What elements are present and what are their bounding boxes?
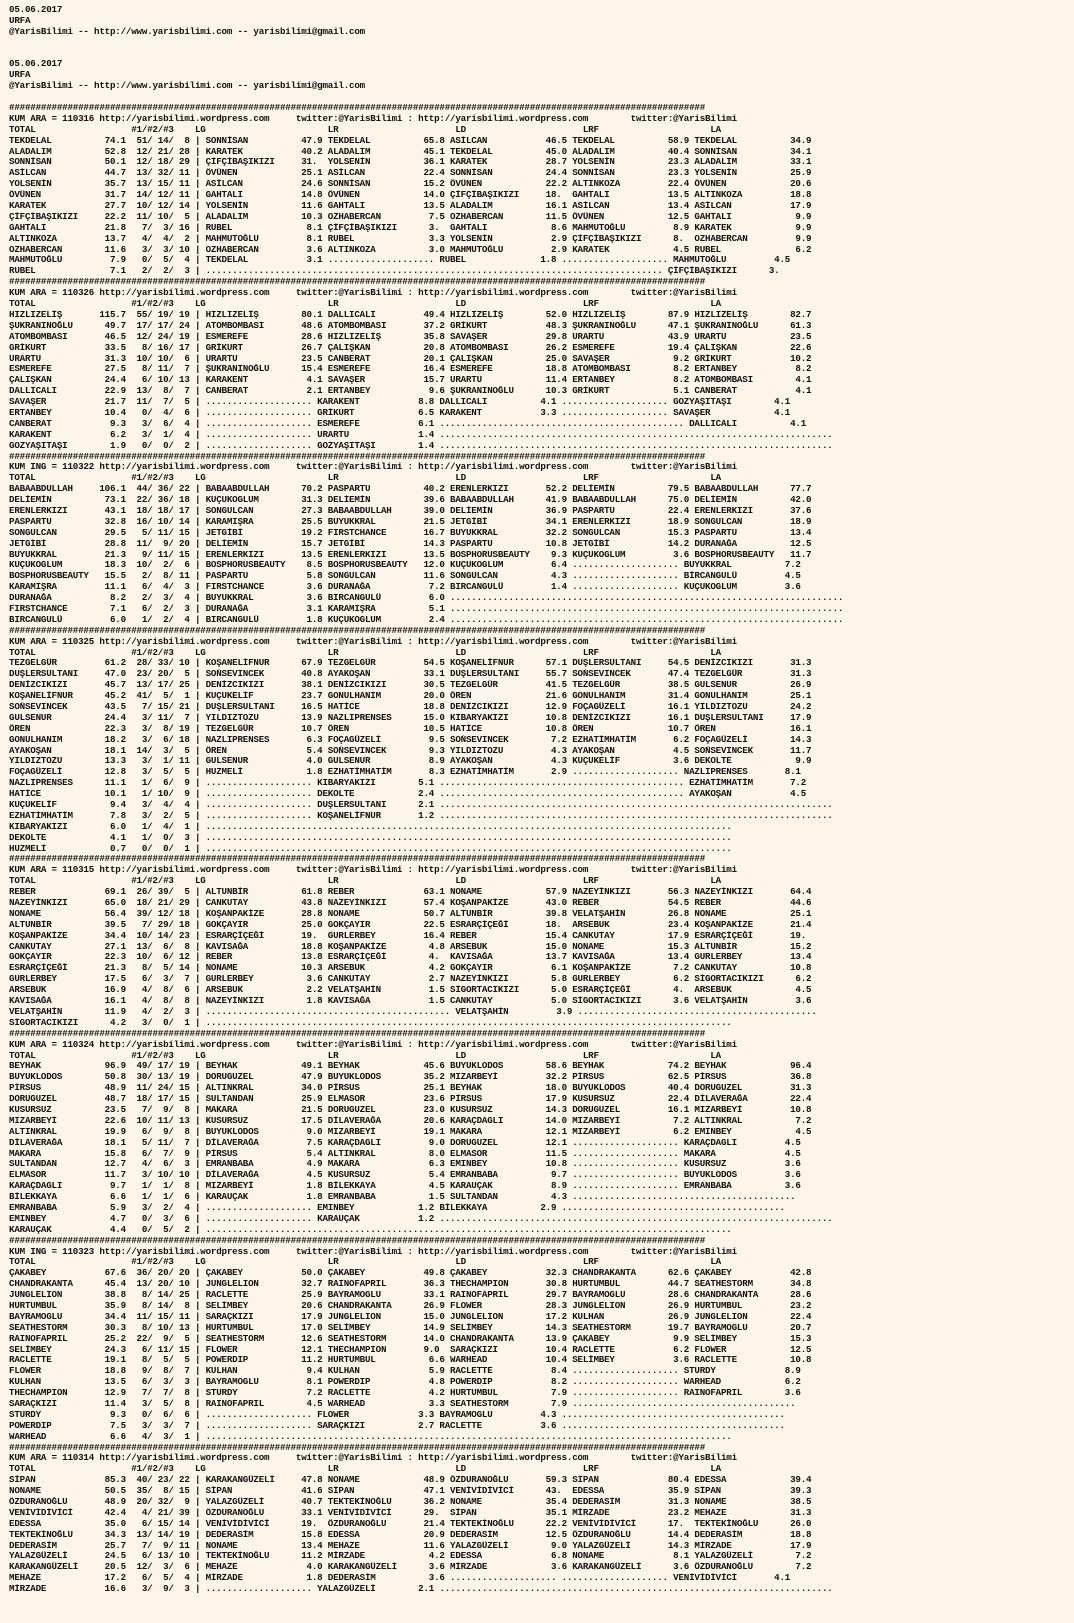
report-line: ÖREN 22.3 3/ 8/ 19 | TEZGELGÜR 10.7 ÖREN 10.5 HATİCE 10.8 ÖREN 10.7 ÖREN 16.1	[9, 723, 812, 734]
report-line: REBER 69.1 26/ 39/ 5 | ALTUNBİR 61.8 REBER 63.1 NONAME 57.9 NAZEYİNKIZI 56.3 NAZEYİNKIZI 64.4	[9, 887, 812, 898]
report-line: CHANDRAKANTA 45.4 13/ 20/ 10 | JUNGLELION 32.7 RAINOFAPRIL 36.3 THECHAMPION 30.8 HURTUMBUL 44.7 SEATHESTORM 34.8	[9, 1279, 812, 1290]
report-line: EMINBEY 4.7 0/ 3/ 6 | .................... KARAUÇAK 1.2 ..........................................................................	[9, 1213, 833, 1224]
section-divider: ###################################################################################################################################	[9, 1028, 706, 1039]
report-line: TOTAL #1/#2/#3 LG LR LD LRF LA	[9, 1050, 721, 1061]
report-line: TOTAL #1/#2/#3 LG LR LD LRF LA	[9, 876, 721, 887]
report-line: SİGORTACIKIZI 4.2 3/ 0/ 1 | ...................................................................................................	[9, 1017, 732, 1028]
report-line: MİRZADE 16.6 3/ 9/ 3 | .................... YALAZGÜZELİ 2.1 ..........................................................................	[9, 1584, 833, 1595]
report-line: FLOWER 18.8 9/ 8/ 7 | KULHAN 9.4 KULHAN 5.9 RACLETTE 8.4 .................... STURDY 8.9	[9, 1366, 801, 1377]
race-header-line: KUM ARA = 110315 http://yarisbilimi.wordpress.com twitter:@YarisBilimi : http://yarisbilimi.wordpress.com twitter:@YarisBilimi	[9, 865, 737, 876]
report-line: BUYUKKRAL 21.3 9/ 11/ 15 | ERENLERKIZI 13.5 ERENLERKIZI 13.5 BOSPHORUSBEAUTY 9.3 KUÇUKOGLUM 3.6 BOSPHORUSBEAUTY 11.7	[9, 549, 812, 560]
report-line: TEKTEKİNOĞLU 34.3 13/ 14/ 19 | DEDERASİM 15.8 EDESSA 20.9 DEDERASİM 12.5 ÖZDURANOĞLU 14.4 DEDERASİM 18.8	[9, 1529, 812, 1540]
report-line: VENİVİDİVİCİ 42.4 4/ 21/ 39 | ÖZDURANOĞLU 33.1 VENİVİDİVİCİ 29. SİPAN 35.1 MİRZADE 23.2 MEHAZE 31.3	[9, 1507, 812, 1518]
report-line: KARATEK 27.7 10/ 12/ 14 | YOLSENİN 11.6 GAHTALI 13.5 ALADALIM 16.1 ASİLCAN 13.4 ASİLCAN 17.9	[9, 201, 812, 212]
report-line: ARSEBUK 16.9 4/ 8/ 6 | ARSEBUK 2.2 VELATŞAHİN 1.5 SİGORTACIKIZI 5.0 ESRARÇİÇEĞİ 4. ARSEBUK 4.5	[9, 985, 812, 996]
section-divider: ###################################################################################################################################	[9, 625, 706, 636]
report-line: MAKARA 15.8 6/ 7/ 9 | PİRSUS 5.4 ALTINKRAL 8.0 ELMASOR 11.5 .................... MAKARA 4.5	[9, 1148, 801, 1159]
report-line: ALTINKRAL 19.9 6/ 9/ 8 | BUYUKLODOS 9.0 MIZARBEYİ 19.1 MAKARA 12.1 MIZARBEYİ 6.2 EMINBEY 4.5	[9, 1126, 812, 1137]
report-line: CANKUTAY 27.1 13/ 6/ 8 | KAVISAĞA 18.8 KOŞANPAKİZE 4.8 ARSEBUK 15.0 NONAME 15.3 ALTUNBİR 15.2	[9, 941, 812, 952]
report-line: HIZLIZELİŞ 115.7 55/ 19/ 19 | HIZLIZELİŞ 80.1 DALLICALI 49.4 HIZLIZELİŞ 52.0 HIZLIZELİŞ 87.9 HIZLIZELİŞ 82.7	[9, 309, 812, 320]
report-line: KARAMIŞRA 11.1 6/ 4/ 3 | FIRSTCHANCE 3.6 DURANAĞA 7.2 BIRCANGULÜ 1.4 .................... KUÇUKOGLUM 3.6	[9, 582, 801, 593]
report-line: ÇALIŞKAN 24.4 6/ 10/ 13 | KARAKENT 4.1 SAVAŞER 15.7 URARTU 11.4 ERTANBEY 8.2 ATOMBOMBASI 4.1	[9, 375, 812, 386]
report-line: URARTU 31.3 10/ 10/ 6 | URARTU 23.5 CANBERAT 20.1 ÇALIŞKAN 25.0 SAVAŞER 9.2 GRİKURT 10.2	[9, 353, 812, 364]
report-line: CANBERAT 9.3 3/ 6/ 4 | .................... ESMEREFE 6.1 .............................................. DALLICALI 4.1	[9, 418, 807, 429]
report-line: DEKOLTE 4.1 1/ 0/ 3 | ...................................................................................................	[9, 832, 732, 843]
report-line: ŞUKRANINOĞLU 49.7 17/ 17/ 24 | ATOMBOMBASI 48.6 ATOMBOMBASI 37.2 GRİKURT 48.3 ŞUKRANINOĞLU 47.1 ŞUKRANINOĞLU 61.3	[9, 320, 812, 331]
report-line: NAZLIPRENSES 11.1 1/ 6/ 9 | .................... KIBARYAKIZI 5.1 .............................................. EZHATİMHATİM 7.2	[9, 778, 807, 789]
report-line: SULTANDAN 12.7 4/ 6/ 3 | EMRANBABA 4.9 MAKARA 6.3 EMINBEY 10.8 .................... KUSURSUZ 3.6	[9, 1159, 801, 1170]
report-line: SOŇSEVINCEK 43.5 7/ 15/ 21 | DUŞLERSULTANI 16.5 HATİCE 18.8 DENİZCIKIZI 12.9 FOÇAGÜZELİ 16.1 YILDIZTOZU 24.2	[9, 702, 812, 712]
report-line: OZHABERCAN 11.6 3/ 3/ 10 | OZHABERCAN 3.6 ALTINKOZA 3.0 MAHMUTOĞLU 2.9 KARATEK 4.5 RUBEL 6.2	[9, 244, 812, 255]
report-line: POWERDIP 7.5 3/ 3/ 7 | .................... SARAÇKIZI 2.7 RACLETTE 3.6 ..........................................	[9, 1420, 785, 1431]
report-line: DELİEMİN 73.1 22/ 36/ 18 | KUÇUKOGLUM 31.3 DELİEMİN 39.6 BABAABDULLAH 41.9 BABAABDULLAH 75.0 DELİEMİN 42.0	[9, 495, 812, 506]
section-divider: ###################################################################################################################################	[9, 103, 706, 114]
report-line: PASPARTU 32.8 16/ 10/ 14 | KARAMIŞRA 25.5 BUYUKKRAL 21.5 JETGİBİ 34.1 ERENLERKIZI 18.9 SONGULCAN 18.9	[9, 516, 812, 527]
report-line: KARAUÇAK 4.4 0/ 5/ 2 | ...................................................................................................	[9, 1224, 732, 1235]
report-line: ELMASOR 11.7 3/ 10/ 10 | DİLAVERAĞA 4.5 KUSURSUZ 5.4 EMRANBABA 9.7 .................... BUYUKLODOS 3.6	[9, 1170, 801, 1181]
report-line: ESMEREFE 27.5 8/ 11/ 7 | ŞUKRANINOĞLU 15.4 ESMEREFE 16.4 ESMEREFE 18.8 ATOMBOMBASI 8.2 ERTANBEY 8.2	[9, 364, 812, 375]
report-line: KUÇUKELİF 9.4 3/ 4/ 4 | .................... DUŞLERSULTANI 2.1 ..........................................................................	[9, 800, 833, 811]
report-line: TOTAL #1/#2/#3 LG LR LD LRF LA	[9, 1464, 721, 1475]
report-line: STURDY 9.3 0/ 6/ 6 | .................... FLOWER 3.3 BAYRAMOGLU 4.3 ..........................................	[9, 1409, 785, 1420]
report-line: BİLEKKAYA 6.6 1/ 1/ 6 | KARAUÇAK 1.8 EMRANBABA 1.5 SULTANDAN 4.3 ..........................................	[9, 1192, 796, 1203]
report-line: SAVAŞER 21.7 11/ 7/ 5 | .................... KARAKENT 8.8 DALLICALI 4.1 .................... GOZYAŞITAŞI 4.1	[9, 397, 791, 408]
report-line: BUYUKLODOS 50.8 30/ 13/ 19 | DORUGUZEL 47.9 BUYUKLODOS 35.2 MIZARBEYİ 32.2 PİRSUS 62.5 PİRSUS 36.8	[9, 1072, 812, 1083]
report-line: SİPAN 85.3 40/ 23/ 22 | KARAKANGÜZELİ 47.8 NONAME 48.9 ÖZDURANOĞLU 59.3 SİPAN 80.4 EDESSA 39.4	[9, 1475, 812, 1486]
report-line: EDESSA 35.0 6/ 15/ 14 | VENİVİDİVİCİ 19. ÖZDURANOĞLU 21.4 TEKTEKİNOĞLU 22.2 VENİVİDİVİCİ 17. TEKTEKİNOĞLU 26.0	[9, 1518, 812, 1529]
report-line: TEKDELAL 74.1 51/ 14/ 8 | SONNİSAN 47.9 TEKDELAL 65.8 ASİLCAN 46.5 TEKDELAL 58.9 TEKDELAL 34.9	[9, 135, 812, 146]
report-line	[9, 38, 1074, 49]
report-line: VELATŞAHİN 11.9 4/ 2/ 3 | .............................................. VELATŞAHİN 3.9 .............................................	[9, 1006, 817, 1017]
report-line: @YarisBilimi -- http://www.yarisbilimi.com -- yarisbilimi@gmail.com	[9, 26, 365, 37]
report-line: KULHAN 13.5 6/ 3/ 3 | BAYRAMOGLU 8.1 POWERDIP 4.8 POWERDIP 8.2 .................... WARHEAD 6.2	[9, 1377, 801, 1388]
report-line: KARAKENT 6.2 3/ 1/ 4 | .................... URARTU 1.4 ..........................................................................	[9, 429, 833, 440]
race-header-line: KUM ARA = 110326 http://yarisbilimi.wordpress.com twitter:@YarisBilimi : http://yarisbilimi.wordpress.com twitter:@YarisBilimi	[9, 288, 737, 299]
report-line: GONULHANIM 18.2 3/ 6/ 18 | NAZLIPRENSES 6.3 FOÇAGÜZELİ 9.5 SOŇSEVINCEK 7.2 EZHATİMHATİM 6.2 FOÇAGÜZELİ 14.3	[9, 734, 812, 745]
section-divider: ###################################################################################################################################	[9, 1235, 706, 1246]
report-line: GOKÇAYIR 22.3 10/ 6/ 12 | REBER 13.8 ESRARÇİÇEĞİ 4. KAVISAĞA 13.7 KAVISAĞA 13.4 GURLERBEY 13.4	[9, 952, 812, 963]
report-line: TOTAL #1/#2/#3 LG LR LD LRF LA	[9, 124, 721, 135]
report-line: AYAKOŞAN 18.1 14/ 3/ 5 | ÖREN 5.4 SOŇSEVINCEK 9.3 YILDIZTOZU 4.3 AYAKOŞAN 4.5 SOŇSEVINCEK 11.7	[9, 745, 812, 756]
report-line: GURLERBEY 17.5 6/ 3/ 7 | GURLERBEY 3.6 CANKUTAY 2.7 NAZEYİNKIZI 5.8 GURLERBEY 6.2 SİGORTACIKIZI 6.2	[9, 974, 812, 985]
report-line: SEATHESTORM 30.3 8/ 10/ 13 | HURTUMBUL 17.0 SELİMBEY 14.9 SELİMBEY 14.3 SEATHESTORM 19.7 BAYRAMOGLU 20.7	[9, 1322, 812, 1333]
report-line: MEHAZE 17.2 6/ 5/ 4 | MİRZADE 1.8 DEDERASİM 3.6 .................... .................... VENİVİDİVİCİ 4.1	[9, 1573, 791, 1584]
race-header-line: KUM ARA = 110314 http://yarisbilimi.wordpress.com twitter:@YarisBilimi : http://yarisbilimi.wordpress.com twitter:@YarisBilimi	[9, 1453, 737, 1464]
report-line: ESRARÇİÇEĞİ 21.3 8/ 5/ 14 | NONAME 10.3 ARSEBUK 4.2 GOKÇAYIR 6.1 KOŞANPAKİZE 7.2 CANKUTAY 10.8	[9, 963, 812, 974]
report-line: YALAZGÜZELİ 24.5 6/ 13/ 10 | TEKTEKİNOĞLU 11.2 MİRZADE 4.2 EDESSA 6.8 NONAME 8.1 YALAZGÜZELİ 7.2	[9, 1551, 812, 1562]
report-line: ATOMBOMBASI 46.5 12/ 24/ 19 | ESMEREFE 28.6 HIZLIZELİŞ 35.8 SAVAŞER 29.8 URARTU 43.9 URARTU 23.5	[9, 331, 812, 342]
report-line: PİRSUS 48.9 11/ 24/ 15 | ALTINKRAL 34.0 PİRSUS 25.1 BEYHAK 18.0 BUYUKLODOS 40.4 DORUGUZEL 31.3	[9, 1083, 812, 1094]
report-line: HUZMELİ 0.7 0/ 0/ 1 | ...................................................................................................	[9, 843, 732, 854]
report-line: DENİZCIKIZI 45.7 13/ 17/ 25 | DENİZCIKIZI 38.1 DENİZCIKIZI 30.5 TEZGELGÜR 41.5 TEZGELGÜR 38.5 GULSENUR 26.9	[9, 680, 812, 691]
report-line: GRİKURT 33.5 8/ 16/ 17 | GRİKURT 26.7 ÇALIŞKAN 20.8 ATOMBOMBASI 26.2 ESMEREFE 19.4 ÇALIŞKAN 22.6	[9, 342, 812, 353]
report-line: NONAME 56.4 39/ 12/ 18 | KOŞANPAKİZE 28.8 NONAME 50.7 ALTUNBİR 39.8 VELATŞAHİN 26.8 NONAME 25.1	[9, 908, 812, 919]
report-line: DUŞLERSULTANI 47.0 23/ 20/ 5 | SOŇSEVINCEK 40.8 AYAKOŞAN 33.1 DUŞLERSULTANI 55.7 SOŇSEVINCEK 47.4 TEZGELGÜR 31.3	[9, 669, 812, 680]
report-line: DALLICALI 22.9 13/ 8/ 7 | CANBERAT 2.1 ERTANBEY 9.6 ŞUKRANINOĞLU 10.3 GRİKURT 5.1 CANBERAT 4.1	[9, 386, 812, 397]
report-line: BAYRAMOGLU 34.4 11/ 15/ 11 | SARAÇKIZI 17.9 JUNGLELION 15.0 JUNGLELION 17.2 KULHAN 26.9 JUNGLELION 22.4	[9, 1311, 812, 1322]
report-line	[9, 92, 1074, 103]
report-line: KARAÇDAGLI 9.7 1/ 1/ 8 | MIZARBEYİ 1.8 BİLEKKAYA 4.5 KARAUÇAK 8.9 .................... EMRANBABA 3.6	[9, 1181, 801, 1192]
report-line: THECHAMPION 12.9 7/ 7/ 8 | STURDY 7.2 RACLETTE 4.2 HURTUMBUL 7.9 .................... RAINOFAPRIL 3.6	[9, 1388, 801, 1399]
report-line: NAZEYİNKIZI 65.0 18/ 21/ 29 | CANKUTAY 43.8 NAZEYİNKIZI 57.4 KOŞANPAKİZE 43.0 REBER 54.5 REBER 44.6	[9, 898, 812, 909]
report-line: RAINOFAPRIL 25.2 22/ 9/ 5 | SEATHESTORM 12.6 SEATHESTORM 14.0 CHANDRAKANTA 13.9 ÇAKABEY 9.9 SELİMBEY 15.3	[9, 1333, 812, 1344]
report-line: ÇİFÇİBAŞIKIZI 22.2 11/ 10/ 5 | ALADALIM 10.3 OZHABERCAN 7.5 OZHABERCAN 11.5 ÖVÜNEN 12.5 GAHTALI 9.9	[9, 211, 812, 222]
report-line: ALADALIM 52.8 12/ 21/ 28 | KARATEK 40.2 ALADALIM 45.1 TEKDELAL 45.0 ALADALIM 40.4 SONNİSAN 34.1	[9, 146, 812, 157]
report-line: SONGULCAN 29.5 5/ 11/ 15 | JETGİBİ 19.2 FIRSTCHANCE 16.7 BUYUKKRAL 32.2 SONGULCAN 15.3 PASPARTU 13.4	[9, 527, 812, 538]
report-line: ALTUNBİR 39.5 7/ 29/ 18 | GOKÇAYIR 25.0 GOKÇAYIR 22.5 ESRARÇİÇEĞİ 18. ARSEBUK 23.4 KOŞANPAKİZE 21.4	[9, 919, 812, 930]
report-line: FOÇAGÜZELİ 12.8 3/ 5/ 5 | HUZMELİ 1.8 EZHATİMHATİM 8.3 EZHATİMHATİM 2.9 .................... NAZLIPRENSES 8.1	[9, 767, 801, 778]
report-line: FIRSTCHANCE 7.1 6/ 2/ 3 | DURANAĞA 3.1 KARAMIŞRA 5.1 ..........................................................................	[9, 603, 844, 614]
report-line: ERTANBEY 10.4 0/ 4/ 6 | .................... GRİKURT 6.5 KARAKENT 3.3 .................... SAVAŞER 4.1	[9, 407, 791, 418]
report-line: SONNİSAN 50.1 12/ 18/ 29 | ÇİFÇİBAŞIKIZI 31. YOLSENİN 36.1 KARATEK 28.7 YOLSENİN 23.3 ALADALIM 33.1	[9, 157, 812, 168]
section-divider: ###################################################################################################################################	[9, 277, 706, 288]
report-line: ERENLERKIZI 43.1 18/ 18/ 17 | SONGULCAN 27.3 BABAABDULLAH 39.0 DELİEMİN 36.9 PASPARTU 22.4 ERENLERKIZI 37.6	[9, 505, 812, 516]
report-line: URFA	[9, 15, 31, 26]
report-line: TOTAL #1/#2/#3 LG LR LD LRF LA	[9, 647, 721, 658]
report-line: BOSPHORUSBEAUTY 15.5 2/ 8/ 11 | PASPARTU 5.8 SONGULCAN 11.6 SONGULCAN 4.3 .................... BİRCANGULÜ 4.5	[9, 571, 801, 582]
report-line: DORUGUZEL 48.7 18/ 17/ 15 | SULTANDAN 25.9 ELMASOR 23.6 PİRSUS 17.9 KUSURSUZ 22.4 DİLAVERAĞA 22.4	[9, 1094, 812, 1105]
report-line: BIRCANGULÜ 6.0 1/ 2/ 4 | BIRCANGULÜ 1.8 KUÇUKOGLUM 2.4 ..........................................................................	[9, 614, 844, 625]
race-header-line: KUM ING = 110322 http://yarisbilimi.wordpress.com twitter:@YarisBilimi : http://yarisbilimi.wordpress.com twitter:@YarisBilimi	[9, 462, 737, 473]
report-line: KOŞANPAKİZE 34.4 10/ 14/ 23 | ESRARÇİÇEĞİ 19. GURLERBEY 16.4 REBER 15.4 CANKUTAY 17.9 ESRARÇİÇEĞİ 19.	[9, 930, 807, 941]
report-line: DEDERASİM 25.7 7/ 9/ 11 | NONAME 13.4 MEHAZE 11.6 YALAZGÜZELİ 9.0 YALAZGÜZELİ 14.3 MİRZADE 17.9	[9, 1540, 812, 1551]
report-line: BEYHAK 96.9 49/ 17/ 19 | BEYHAK 49.1 BEYHAK 45.6 BUYUKLODOS 58.6 BEYHAK 74.2 BEYHAK 96.4	[9, 1061, 812, 1072]
report-line: GULSENUR 24.4 3/ 11/ 7 | YILDIZTOZU 13.9 NAZLIPRENSES 15.0 KIBARYAKIZI 10.8 DENİZCIKIZI 16.1 DUŞLERSULTANI 17.9	[9, 712, 812, 723]
report-line: KOŞANELİFNUR 45.2 41/ 5/ 1 | KUÇUKELİF 23.7 GONULHANIM 20.0 ÖREN 21.6 GONULHANIM 31.4 GONULHANIM 25.1	[9, 691, 812, 702]
report-line: 05.06.2017	[9, 59, 63, 70]
report-line: EMRANBABA 5.9 3/ 2/ 4 | .................... EMINBEY 1.2 BİLEKKAYA 2.9 ..........................................	[9, 1202, 785, 1213]
report-line: JUNGLELION 38.8 8/ 14/ 25 | RACLETTE 25.9 BAYRAMOGLU 33.1 RAINOFAPRIL 29.7 BAYRAMOGLU 28.6 CHANDRAKANTA 28.6	[9, 1290, 812, 1301]
report-line: ALTINKOZA 13.7 4/ 4/ 2 | MAHMUTOĞLU 8.1 RUBEL 3.3 YOLSENİN 2.9 ÇİFÇİBAŞIKIZI 8. OZHABERCAN 9.9	[9, 233, 812, 244]
race-header-line: KUM ARA = 110325 http://yarisbilimi.wordpress.com twitter:@YarisBilimi : http://yarisbilimi.wordpress.com twitter:@YarisBilimi	[9, 636, 737, 647]
report-line: KUSURSUZ 23.5 7/ 9/ 8 | MAKARA 21.5 DORUGUZEL 23.0 KUSURSUZ 14.3 DORUGUZEL 16.1 MIZARBEYİ 10.8	[9, 1104, 812, 1115]
report-line: @YarisBilimi -- http://www.yarisbilimi.com -- yarisbilimi@gmail.com	[9, 81, 365, 92]
report-line: BABAABDULLAH 106.1 44/ 36/ 22 | BABAABDULLAH 70.2 PASPARTU 40.2 ERENLERKIZI 52.2 DELİEMİN 79.5 BABAABDULLAH 77.7	[9, 484, 812, 495]
report-line: KARAKANGÜZELİ 20.5 12/ 3/ 6 | MEHAZE 4.0 KARAKANGÜZELİ 3.6 MİRZADE 3.6 KARAKANGÜZELİ 3.6 ÖZDURANOĞLU 7.2	[9, 1562, 812, 1573]
report-line: DİLAVERAĞA 18.1 5/ 11/ 7 | DİLAVERAĞA 7.5 KARAÇDAGLI 9.0 DORUGUZEL 12.1 .................... KARAÇDAGLI 4.5	[9, 1137, 801, 1148]
report-line: GAHTALI 21.8 7/ 3/ 16 | RUBEL 8.1 ÇİFÇİBAŞIKIZI 3. GAHTALI 8.6 MAHMUTOĞLU 8.9 KARATEK 9.9	[9, 222, 812, 233]
report-line: RUBEL 7.1 2/ 2/ 3 | ...................................................................................... ÇİFÇİBAŞIKIZI 3.	[9, 266, 780, 277]
race-header-line: KUM ARA = 110316 http://yarisbilimi.wordpress.com twitter:@YarisBilimi : http://yarisbilimi.wordpress.com twitter:@YarisBilimi	[9, 113, 737, 124]
report-line: SARAÇKIZI 11.4 3/ 5/ 8 | RAINOFAPRIL 4.5 WARHEAD 3.3 SEATHESTORM 7.9 ..........................................	[9, 1399, 796, 1409]
report-line: SELİMBEY 24.3 6/ 11/ 15 | FLOWER 12.1 THECHAMPION 9.0 SARAÇKIZI 10.4 RACLETTE 6.2 FLOWER 12.5	[9, 1344, 812, 1355]
section-divider: ###################################################################################################################################	[9, 1442, 706, 1453]
section-divider: ###################################################################################################################################	[9, 854, 706, 865]
report-line: ÇAKABEY 67.6 36/ 20/ 20 | ÇAKABEY 50.0 ÇAKABEY 49.8 ÇAKABEY 32.3 CHANDRAKANTA 62.6 ÇAKABEY 42.8	[9, 1268, 812, 1279]
report-line: RACLETTE 19.1 8/ 5/ 5 | POWERDIP 11.2 HURTUMBUL 6.6 WARHEAD 10.4 SELİMBEY 3.6 RACLETTE 10.8	[9, 1355, 812, 1366]
report-line: JETGİBİ 28.8 11/ 9/ 20 | DELİEMİN 15.7 JETGİBİ 14.3 PASPARTU 10.8 JETGİBİ 14.2 DURANAĞA 12.5	[9, 538, 812, 549]
report-line: TOTAL #1/#2/#3 LG LR LD LRF LA	[9, 1257, 721, 1268]
report-line: NONAME 50.5 35/ 8/ 15 | SİPAN 41.6 SİPAN 47.1 VENİVİDİVİCİ 43. EDESSA 35.9 SİPAN 39.3	[9, 1486, 812, 1497]
report-line: YILDIZTOZU 13.3 3/ 1/ 11 | GULSENUR 4.0 GULSENUR 8.9 AYAKOŞAN 4.3 KUÇUKELİF 3.6 DEKOLTE 9.9	[9, 756, 812, 767]
report-line: WARHEAD 6.6 4/ 3/ 1 | ...................................................................................................	[9, 1431, 732, 1442]
report-line: KUÇUKOGLUM 18.3 10/ 2/ 6 | BOSPHORUSBEAUTY 8.5 BOSPHORUSBEAUTY 12.0 KUÇUKOGLUM 6.4 .................... BUYUKKRAL 7.2	[9, 560, 801, 571]
report-line: YOLSENİN 35.7 13/ 15/ 11 | ASİLCAN 24.6 SONNİSAN 15.2 ÖVÜNEN 22.2 ALTINKOZA 22.4 ÖVÜNEN 20.6	[9, 179, 812, 190]
report-line: KIBARYAKIZI 6.0 1/ 4/ 1 | ...................................................................................................	[9, 821, 732, 832]
report-line: ASİLCAN 44.7 13/ 32/ 11 | ÖVÜNEN 25.1 ASİLCAN 22.4 SONNİSAN 24.4 SONNİSAN 23.3 YOLSENİN 25.9	[9, 168, 812, 179]
report-line: ÖZDURANOĞLU 48.9 20/ 32/ 9 | YALAZGÜZELİ 40.7 TEKTEKİNOĞLU 36.2 NONAME 35.4 DEDERASİM 31.3 NONAME 38.5	[9, 1497, 812, 1508]
report-line: DURANAĞA 8.2 2/ 3/ 4 | BUYUKKRAL 3.6 BIRCANGULÜ 6.0 ..........................................................................	[9, 593, 844, 604]
report-line: ÖVÜNEN 31.7 14/ 12/ 11 | GAHTALI 14.8 ÖVÜNEN 14.0 ÇİFÇİBAŞIKIZI 18. GAHTALI 13.5 ALTINKOZA 18.8	[9, 190, 812, 201]
report-line	[9, 49, 1074, 60]
report-line: MIZARBEYİ 22.6 10/ 11/ 13 | KUSURSUZ 17.5 DİLAVERAĞA 20.6 KARAÇDAGLI 14.0 MIZARBEYİ 7.2 ALTINKRAL 7.2	[9, 1115, 812, 1126]
race-header-line: KUM ARA = 110324 http://yarisbilimi.wordpress.com twitter:@YarisBilimi : http://yarisbilimi.wordpress.com twitter:@YarisBilimi	[9, 1039, 737, 1050]
report-line: EZHATİMHATİM 7.8 3/ 2/ 5 | .................... KOŞANELİFNUR 1.2 ..........................................................................	[9, 810, 833, 821]
report-line: 05.06.2017	[9, 5, 63, 15]
report-line: TOTAL #1/#2/#3 LG LR LD LRF LA	[9, 473, 721, 484]
report-line: HURTUMBUL 35.9 8/ 14/ 8 | SELİMBEY 20.6 CHANDRAKANTA 26.9 FLOWER 28.3 JUNGLELION 26.9 HURTUMBUL 23.2	[9, 1300, 812, 1311]
report-line: URFA	[9, 70, 31, 81]
section-divider: ###################################################################################################################################	[9, 451, 706, 462]
report-line: HATİCE 10.1 1/ 10/ 9 | .................... DEKOLTE 2.4 .............................................. AYAKOŞAN 4.5	[9, 789, 807, 800]
report-line: TEZGELGÜR 61.2 28/ 33/ 10 | KOŞANELİFNUR 67.9 TEZGELGÜR 54.5 KOŞANELİFNUR 57.1 DUŞLERSULTANI 54.5 DENİZCIKIZI 31.3	[9, 658, 812, 669]
report-line: MAHMUTOĞLU 7.9 0/ 5/ 4 | TEKDELAL 3.1 .................... RUBEL 1.8 .................... MAHMUTOĞLU 4.5	[9, 255, 791, 266]
race-header-line: KUM ING = 110323 http://yarisbilimi.wordpress.com twitter:@YarisBilimi : http://yarisbilimi.wordpress.com twitter:@YarisBilimi	[9, 1246, 737, 1257]
report-line: GOZYAŞITAŞI 1.9 0/ 0/ 2 | .................... GOZYAŞITAŞI 1.4 ..........................................................................	[9, 440, 833, 451]
report-line: TOTAL #1/#2/#3 LG LR LD LRF LA	[9, 299, 721, 310]
report-line: KAVISAĞA 16.1 4/ 8/ 8 | NAZEYİNKIZI 1.8 KAVISAĞA 1.5 CANKUTAY 5.0 SİGORTACIKIZI 3.6 VELATŞAHİN 3.6	[9, 996, 812, 1007]
